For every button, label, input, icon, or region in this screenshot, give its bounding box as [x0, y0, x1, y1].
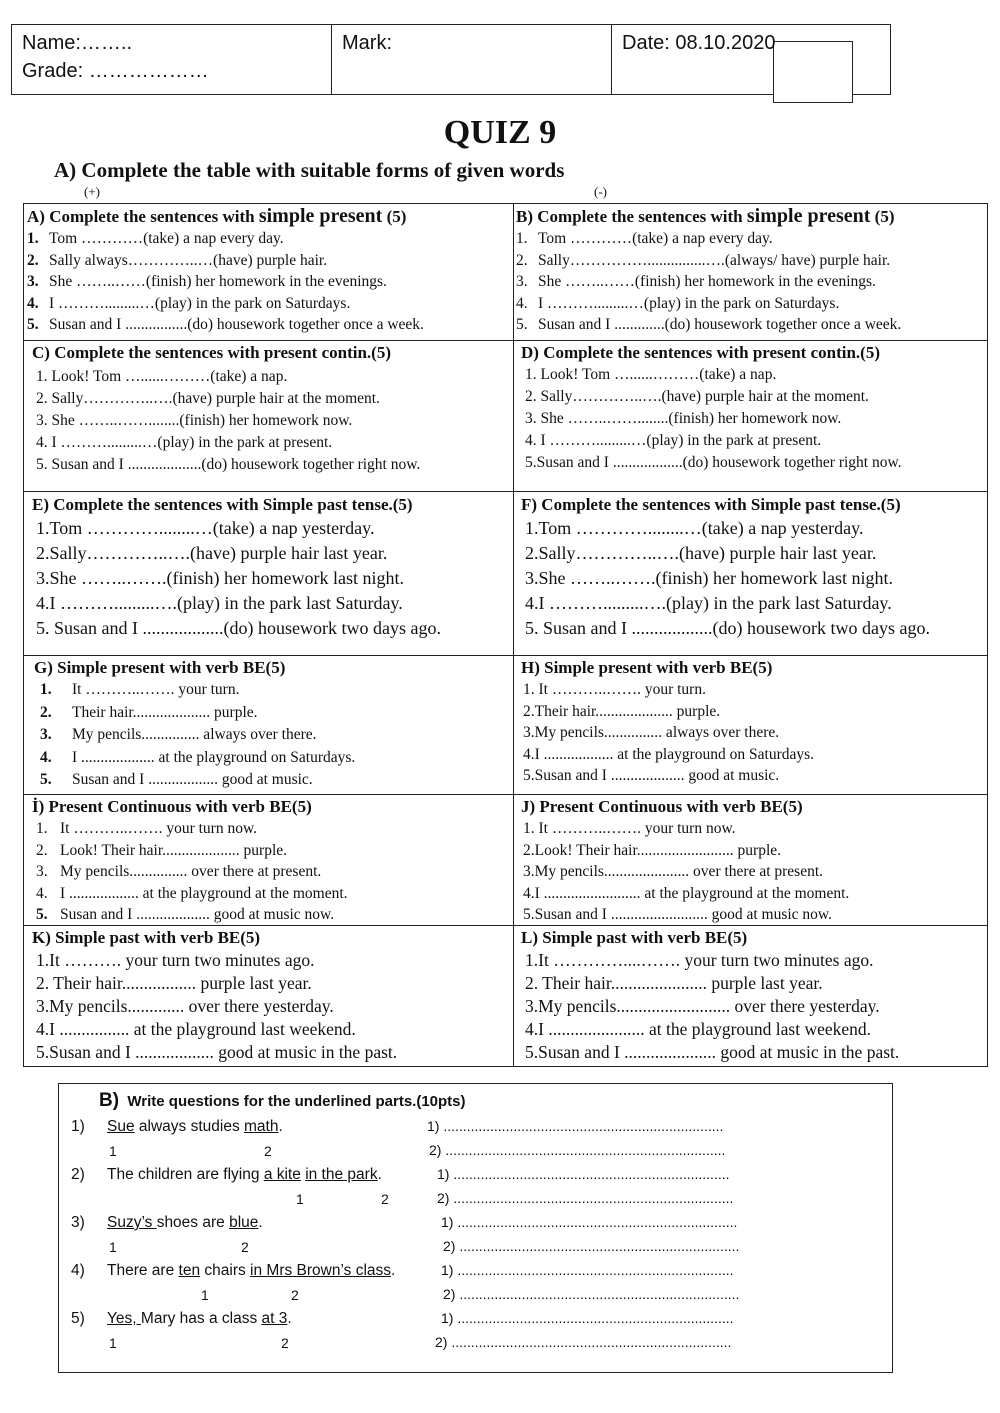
exercise-line[interactable]: 1.It …………....……. your turn two minutes ago. — [525, 950, 874, 970]
section-e-title: E) Complete the sentences with Simple past tense.(5) — [32, 495, 413, 514]
exercise-line[interactable]: 4. I ……….........…(play) in the park at present. — [36, 434, 333, 451]
exercise-line[interactable]: 2. Their hair................. purple last year. — [36, 973, 312, 993]
answer-line-2[interactable]: 2) ........................................................................ — [435, 1334, 732, 1350]
exercise-line[interactable]: 3.My pencils...................... over there at present. — [523, 863, 824, 880]
sentence-text: The children are flying — [107, 1166, 264, 1183]
underlined-part: blue — [229, 1214, 259, 1231]
exercise-line[interactable]: 3. She ……..……........(finish) her homework now. — [36, 412, 353, 429]
section-j-title: J) Present Continuous with verb BE(5) — [521, 797, 803, 816]
question-sentence — [107, 1262, 395, 1280]
row-divider — [24, 794, 987, 795]
exercise-line[interactable]: 1. It ………..……. your turn. — [40, 681, 240, 698]
mark-cell — [332, 25, 612, 94]
page-title: QUIZ 9 — [443, 114, 557, 151]
exercise-line[interactable]: 5. Susan and I ..................(do) housework two days ago. — [36, 618, 441, 638]
exercise-line[interactable]: 3. She ……..……........(finish) her homework now. — [525, 410, 842, 427]
sentence-text: . — [377, 1166, 382, 1183]
grade-field[interactable]: Grade: ……………… — [22, 60, 209, 82]
part-number-label: 2 — [264, 1143, 272, 1159]
section-h — [521, 657, 987, 787]
section-d-title: D) Complete the sentences with present contin.(5) — [521, 343, 880, 362]
section-f-title: F) Complete the sentences with Simple past tense.(5) — [521, 495, 901, 514]
exercise-line[interactable]: 2. Look! Their hair.................... purple. — [36, 841, 288, 859]
exercise-line[interactable]: 1.Tom …………........…(take) a nap yesterday. — [525, 518, 864, 538]
sentence-text: . — [258, 1214, 263, 1231]
sentence-text: There are — [107, 1262, 179, 1279]
section-c — [32, 342, 517, 476]
exercise-line[interactable]: 1.It ………. your turn two minutes ago. — [36, 950, 315, 970]
name-field[interactable]: Name:…….. — [22, 32, 133, 54]
section-i — [32, 796, 517, 926]
exercise-line[interactable]: 1. Look! Tom …......………(take) a nap. — [525, 366, 777, 383]
exercise-line[interactable]: 4.I ......................... at the playground at the moment. — [523, 884, 850, 902]
question-sentence — [107, 1310, 292, 1328]
exercise-line[interactable]: 1. Tom …………(take) a nap every day. — [516, 230, 773, 247]
exercise-line[interactable]: 4.I .................. at the playground on Saturdays. — [523, 745, 815, 763]
exercise-line[interactable]: 3.She ……..…….(finish) her homework last night. — [36, 568, 404, 588]
answer-line-1[interactable]: 1) ....................................................................... — [441, 1310, 734, 1326]
section-j — [521, 796, 987, 926]
exercise-line[interactable]: 5. Susan and I ..................(do) housework two days ago. — [525, 618, 930, 638]
row-divider — [24, 340, 987, 341]
answer-line-2[interactable]: 2) ........................................................................ — [437, 1190, 734, 1206]
section-g-title: G) Simple present with verb BE(5) — [34, 658, 286, 677]
underlined-part: in the park — [305, 1166, 378, 1183]
part-number-label: 2 — [291, 1287, 299, 1303]
part-number-label: 2 — [241, 1239, 249, 1255]
exercise-line[interactable]: 5. Susan and I ................... good at music now. — [36, 906, 335, 923]
exercise-line[interactable]: 1. It ………..……. your turn now. — [523, 820, 736, 837]
questions-box — [58, 1083, 893, 1373]
part-number-label: 1 — [296, 1191, 304, 1207]
underlined-part: at 3 — [261, 1310, 288, 1327]
exercise-line[interactable]: 4. I ................... at the playground on Saturdays. — [40, 748, 356, 766]
underlined-part: a kite — [263, 1166, 301, 1183]
section-l — [521, 927, 987, 1064]
exercise-line[interactable]: 3. My pencils............... always over there. — [40, 726, 317, 743]
part-number-label: 1 — [109, 1335, 117, 1351]
section-h-title: H) Simple present with verb BE(5) — [521, 658, 773, 677]
exercise-line[interactable]: 3. My pencils............... over there at present. — [36, 863, 322, 880]
exercise-line[interactable]: 4.I ...................... at the playground last weekend. — [525, 1019, 872, 1039]
section-i-title: İ) Present Continuous with verb BE(5) — [32, 797, 312, 816]
underlined-part: ten — [178, 1262, 201, 1279]
exercise-line[interactable]: 2. Sally always…………..…(have) purple hair. — [27, 251, 328, 269]
exercise-line[interactable]: 2.Look! Their hair......................... purple. — [523, 841, 782, 859]
mark-label: Mark: — [342, 32, 392, 54]
answer-line-1[interactable]: 1) ....................................................................... — [441, 1262, 734, 1278]
answer-line-1[interactable]: 1) ........................................................................ — [427, 1118, 724, 1134]
exercise-line[interactable]: 2. Their hair...................... purple last year. — [525, 973, 823, 993]
exercise-line[interactable]: 5. Susan and I ................(do) housework together once a week. — [27, 316, 424, 333]
part-number-label: 1 — [109, 1143, 117, 1159]
row-divider — [24, 655, 987, 656]
underlined-part: Suzy’s — [107, 1214, 157, 1231]
underlined-part: Yes, — [107, 1310, 141, 1327]
header-box — [11, 24, 891, 95]
exercise-line[interactable]: 3.My pencils............. over there yesterday. — [36, 996, 334, 1016]
exercise-line[interactable]: 4.I ……….........….(play) in the park last Saturday. — [525, 593, 892, 613]
answer-line-2[interactable]: 2) ........................................................................ — [429, 1142, 726, 1158]
sentence-text: . — [391, 1262, 396, 1279]
exercise-line[interactable]: 3.She ……..…….(finish) her homework last night. — [525, 568, 893, 588]
section-c-title: C) Complete the sentences with present contin.(5) — [32, 343, 391, 362]
section-d — [521, 342, 987, 474]
exercise-line[interactable]: 3.My pencils............... always over there. — [523, 724, 780, 741]
exercise-line[interactable]: 4.I ……….........….(play) in the park last Saturday. — [36, 593, 403, 613]
section-l-title: L) Simple past with verb BE(5) — [521, 928, 748, 947]
question-sentence — [107, 1214, 263, 1232]
underlined-part: in Mrs Brown’s class — [250, 1262, 392, 1279]
answer-line-1[interactable]: 1) ........................................................................ — [441, 1214, 738, 1230]
negative-label: (-) — [594, 184, 607, 199]
exercise-line[interactable]: 5.Susan and I .................. good at music in the past. — [36, 1042, 398, 1062]
exercise-line[interactable]: 2. Sally……………...............….(always/ have) purple hair. — [516, 251, 891, 269]
exercise-line[interactable]: 4. I ……….........…(play) in the park on Saturdays. — [27, 294, 351, 312]
section-g — [34, 657, 519, 792]
exercise-line[interactable]: 2. Sally…………..….(have) purple hair at the moment. — [36, 390, 380, 407]
part-number-label: 2 — [381, 1191, 389, 1207]
exercise-line[interactable]: 1. Look! Tom …......………(take) a nap. — [36, 368, 288, 385]
exercise-line[interactable]: 5.Susan and I ..................... good at music in the past. — [525, 1042, 900, 1062]
exercise-line[interactable]: 4. I .................. at the playground at the moment. — [36, 884, 348, 902]
date-label: Date: 08.10.2020 — [622, 32, 776, 54]
exercise-line[interactable]: 3.My pencils.......................... over there yesterday. — [525, 996, 880, 1016]
section-a — [27, 205, 512, 336]
positive-label: (+) — [84, 184, 100, 199]
exercise-line[interactable]: 2. Their hair.................... purple. — [40, 703, 258, 721]
answer-line-1[interactable]: 1) ....................................................................... — [437, 1166, 730, 1182]
exercise-line[interactable]: 5.Susan and I ................... good at music. — [523, 767, 780, 784]
sentence-text: . — [278, 1118, 283, 1135]
question-sentence — [107, 1166, 382, 1184]
question-sentence — [107, 1118, 283, 1136]
part-number-label: 1 — [201, 1287, 209, 1303]
part-number-label: 2 — [281, 1335, 289, 1351]
question-number: 1) — [71, 1118, 85, 1135]
exercise-line[interactable]: 4. I ……….........…(play) in the park on Saturdays. — [516, 294, 840, 312]
exercise-line[interactable]: 5.Susan and I ......................... good at music now. — [523, 906, 832, 923]
question-number: 4) — [71, 1262, 85, 1279]
exercise-line[interactable]: 5. Susan and I .................. good at music. — [40, 771, 313, 788]
underlined-part: math — [244, 1118, 279, 1135]
section-b-title: B) Complete the sentences with simple present (5) — [516, 205, 895, 227]
instruction-heading: A) Complete the table with suitable forms of given words — [54, 158, 565, 182]
part-number-label: 1 — [109, 1239, 117, 1255]
name-grade-cell — [12, 25, 332, 94]
underlined-part: Sue — [107, 1118, 135, 1135]
questions-heading: B) Write questions for the underlined parts.(10pts) — [99, 1090, 466, 1111]
section-b — [516, 205, 986, 336]
exercise-line[interactable]: 5. Susan and I .............(do) housework together once a week. — [516, 316, 902, 333]
sentence-text: shoes are — [156, 1214, 230, 1231]
exercise-line[interactable]: 1. It ………..……. your turn. — [523, 681, 706, 698]
section-e — [32, 494, 517, 641]
question-number: 3) — [71, 1214, 85, 1231]
sentence-text: . — [287, 1310, 292, 1327]
exercise-line[interactable]: 2.Sally…………..….(have) purple hair last year. — [525, 543, 877, 563]
answer-line-2[interactable]: 2) ........................................................................ — [443, 1286, 740, 1302]
question-number: 2) — [71, 1166, 85, 1183]
row-divider — [24, 491, 987, 492]
exercise-line[interactable]: 4. I ……….........…(play) in the park at present. — [525, 432, 822, 449]
exercise-line[interactable]: 5. Susan and I ...................(do) housework together right now. — [36, 456, 421, 473]
exercise-line[interactable]: 1. It ………..……. your turn now. — [36, 820, 258, 837]
exercise-line[interactable]: 1. Tom …………(take) a nap every day. — [27, 230, 284, 247]
exercise-line[interactable]: 2.Their hair.................... purple. — [523, 702, 721, 720]
exercise-line[interactable]: 3. She ……..……(finish) her homework in the evenings. — [516, 273, 876, 290]
section-a-title: A) Complete the sentences with simple present (5) — [27, 205, 407, 227]
exercise-line[interactable]: 4.I ................ at the playground last weekend. — [36, 1019, 356, 1039]
answer-line-2[interactable]: 2) ........................................................................ — [443, 1238, 740, 1254]
section-f — [521, 494, 987, 641]
date-cell — [612, 25, 890, 94]
exercise-line[interactable]: 2. Sally…………..….(have) purple hair at the moment. — [525, 388, 869, 405]
exercise-line[interactable]: 1.Tom …………........…(take) a nap yesterday. — [36, 518, 375, 538]
section-k-title: K) Simple past with verb BE(5) — [32, 928, 261, 947]
exercise-line[interactable]: 5.Susan and I ..................(do) housework together right now. — [525, 454, 902, 471]
sentence-text: always studies — [134, 1118, 245, 1135]
question-number: 5) — [71, 1310, 85, 1327]
section-k — [32, 927, 517, 1064]
exercise-line[interactable]: 3. She ……..……(finish) her homework in the evenings. — [27, 273, 387, 290]
exercise-line[interactable]: 2.Sally…………..….(have) purple hair last year. — [36, 543, 388, 563]
exercise-table — [23, 203, 988, 1067]
sentence-text: chairs — [200, 1262, 251, 1279]
sentence-text: Mary has a class — [140, 1310, 262, 1327]
